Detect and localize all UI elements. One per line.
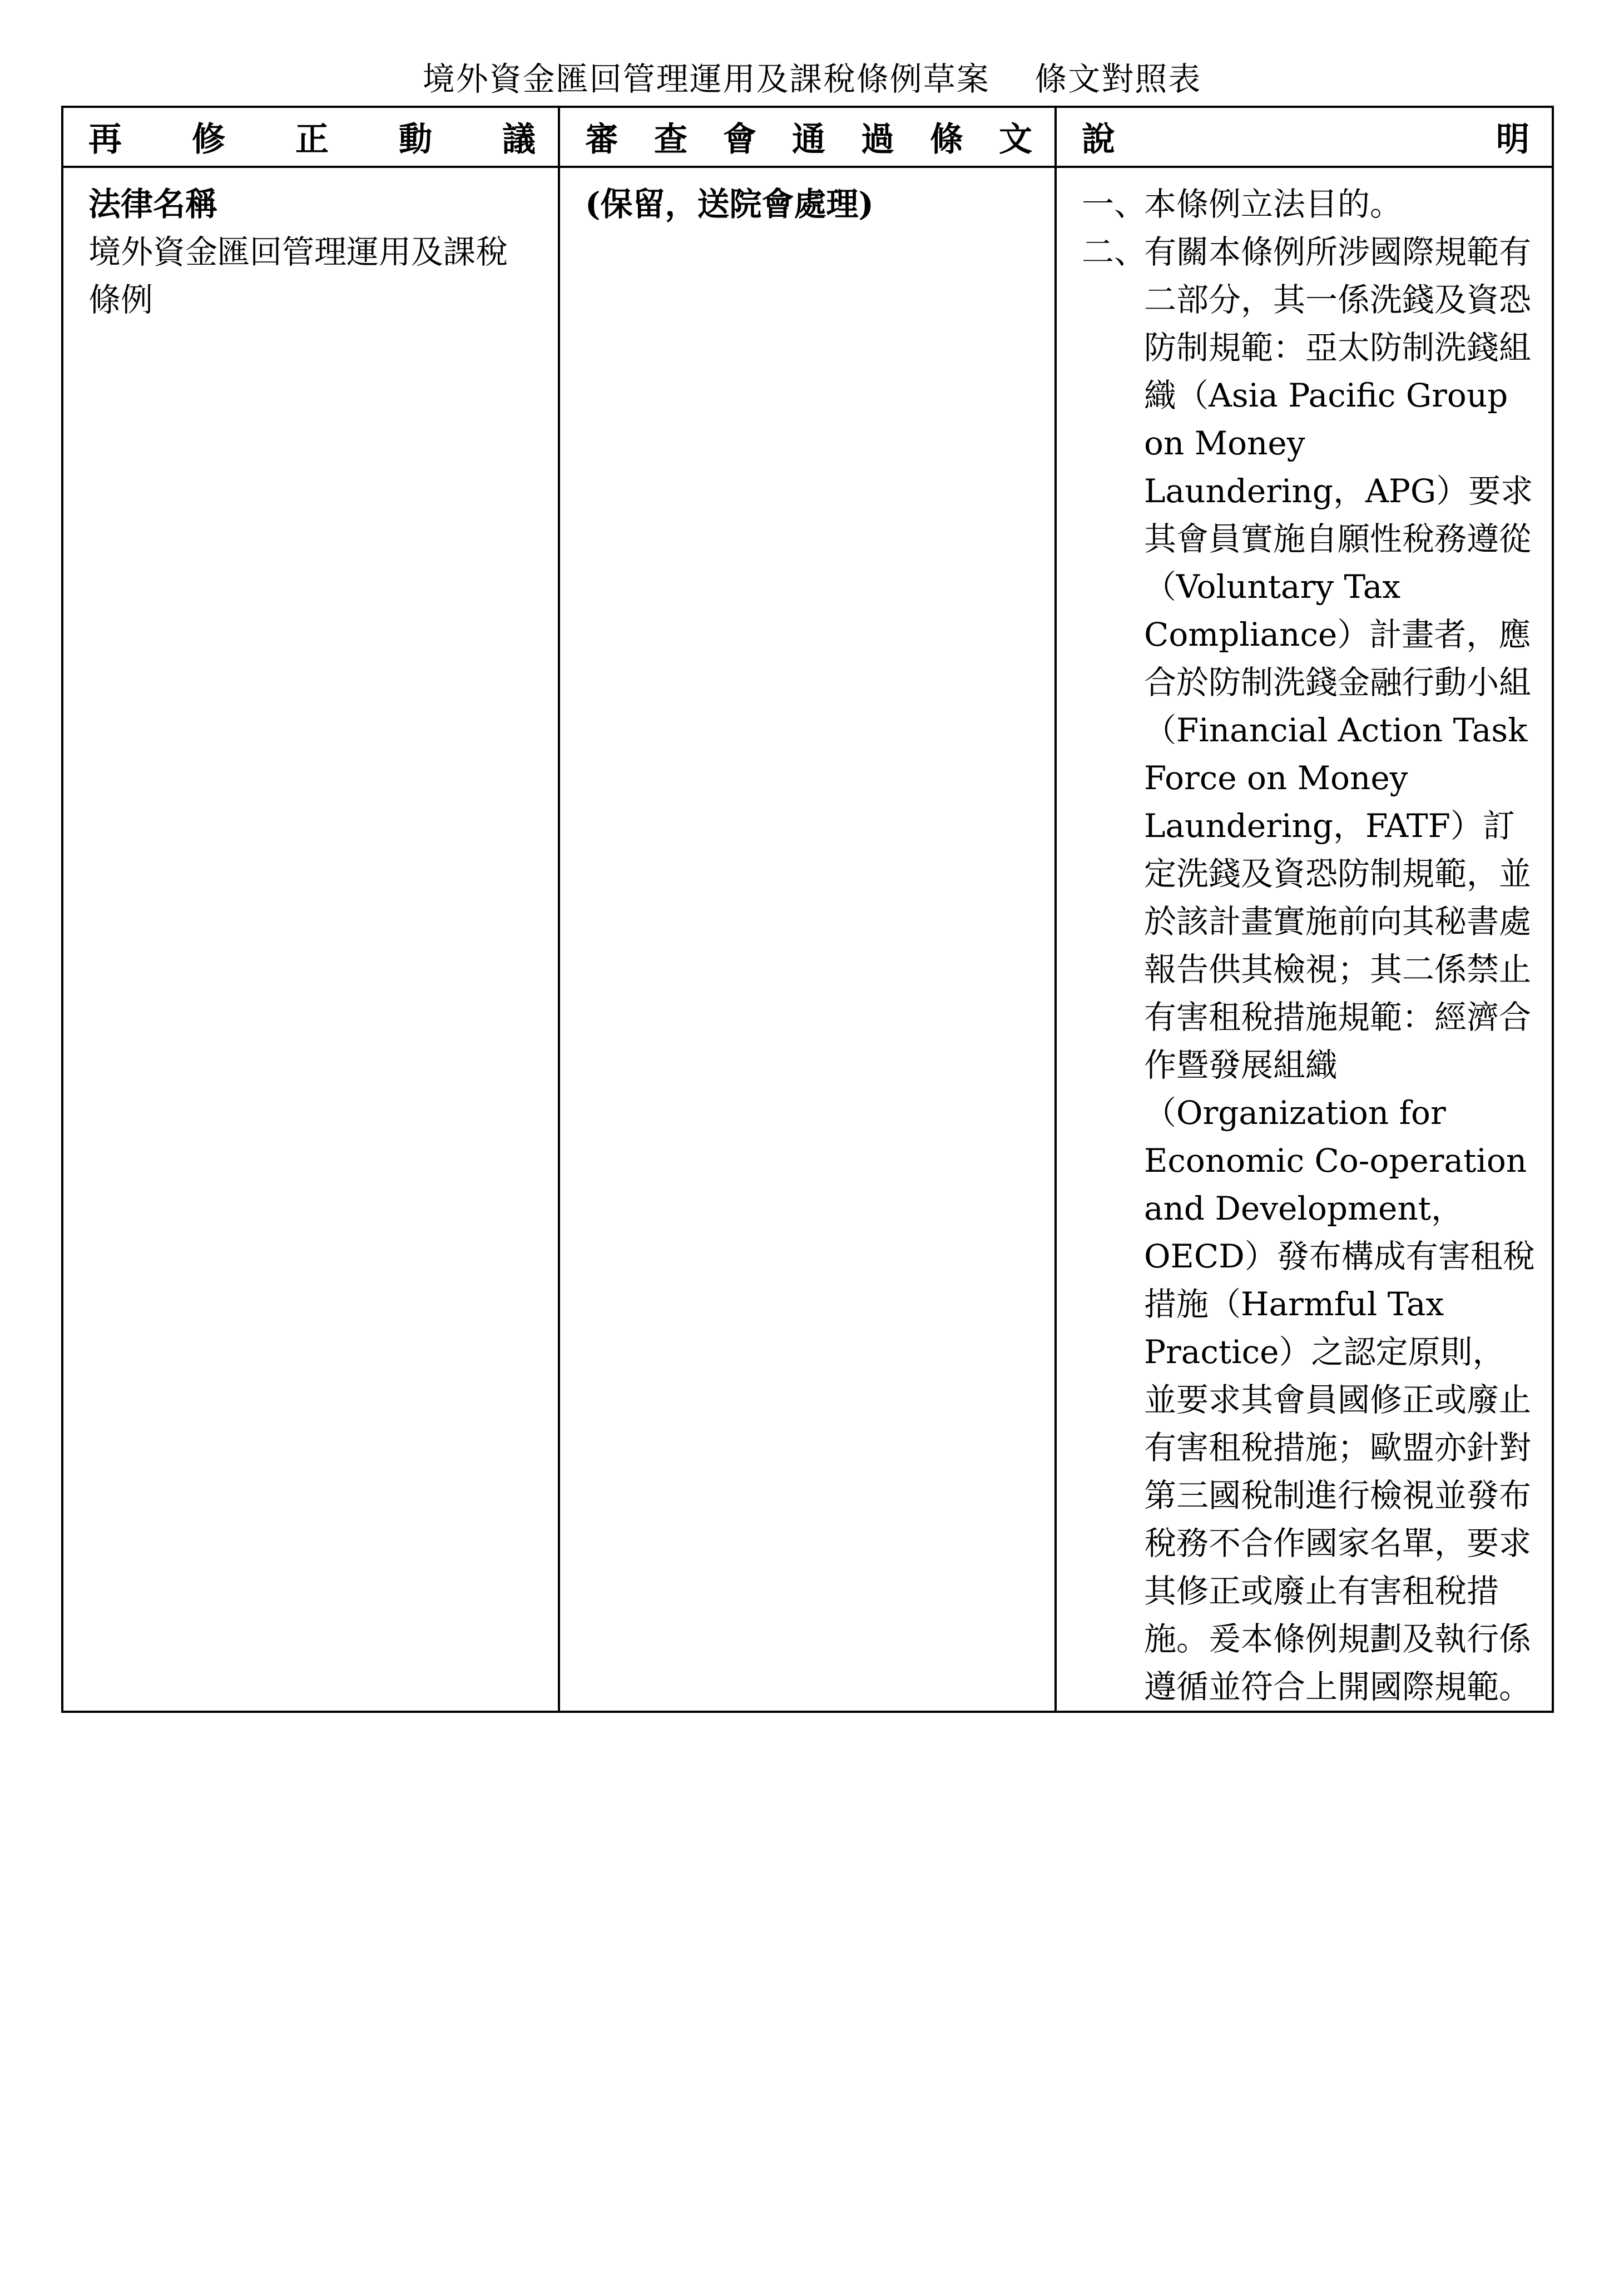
header-char: 文 (999, 120, 1032, 159)
header-char: 修 (192, 120, 225, 159)
header-char: 正 (295, 120, 329, 159)
header-committee-text (559, 107, 1056, 167)
header-char: 查 (654, 120, 687, 159)
header-char: 說 (1082, 120, 1115, 159)
header-char: 審 (585, 120, 618, 159)
comparison-table (61, 106, 1554, 1713)
header-char: 明 (1496, 120, 1529, 159)
page-title: 境外資金匯回管理運用及課稅條例草案 條文對照表 (422, 60, 1202, 98)
law-name-heading: 法律名稱 (88, 185, 218, 223)
item-marker: 一、 (1082, 185, 1147, 223)
amendment-motion-cell (62, 167, 559, 1712)
header-amendment-motion (62, 107, 559, 167)
committee-text-cell (559, 167, 1056, 1712)
explanation-item (1082, 180, 1535, 228)
reserved-note: (保留，送院會處理) (585, 185, 874, 223)
item-text: 有關本條例所涉國際規範有二部分，其一係洗錢及資恐防制規範：亞太防制洗錢組織（Asia Pacific Group on Money Laundering，APG）要求其會員實施自願性稅務遵從（Voluntary Tax Compliance）計畫者，應合於防制洗錢金融行動小組（Financial Action Task Force on Money Laundering，FATF）訂定洗錢及資恐防制規範，並於該計畫實施前向其秘書處報告供其檢視；其二係禁止有害租稅措施規範：經濟合作暨發展組織（Organization for Economic Co-operation and Development，OECD）發布構成有害租稅措施（Harmful Tax Practice）之認定原則，並要求其會員國修正或廢止有害租稅措施；歐盟亦針對第三國稅制進行檢視並發布稅務不合作國家名單，要求其修正或廢止有害租稅措施。爰本條例規劃及執行係遵循並符合上開國際規範。 (1144, 233, 1535, 1706)
header-char: 動 (399, 120, 432, 159)
header-explanation (1056, 107, 1553, 167)
header-char: 再 (88, 120, 122, 159)
header-char: 條 (930, 120, 963, 159)
explanation-cell (1056, 167, 1553, 1712)
header-char: 議 (502, 120, 536, 159)
explanation-item (1082, 228, 1535, 1711)
header-char: 會 (723, 120, 756, 159)
header-char: 通 (792, 120, 825, 159)
item-text: 本條例立法目的。 (1144, 185, 1403, 223)
header-char: 過 (861, 120, 894, 159)
law-name-text: 境外資金匯回管理運用及課稅條例 (88, 233, 508, 319)
item-marker: 二、 (1082, 233, 1147, 271)
body-row (62, 167, 1553, 1712)
header-row (62, 107, 1553, 167)
